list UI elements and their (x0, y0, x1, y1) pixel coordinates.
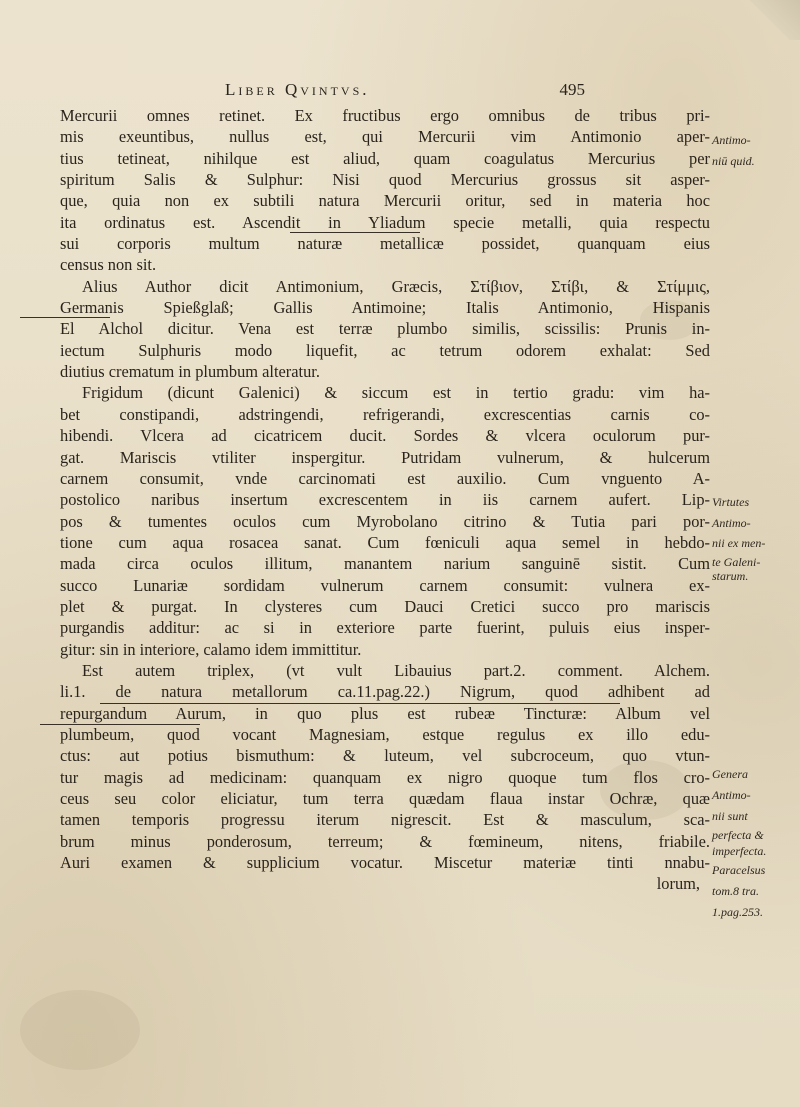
text-line: postolico naribus insertum excrescentem in iis carnem aufert. Lip- (60, 490, 710, 510)
text-line: pos & tumentes oculos cum Myrobolano citrino & Tutia pari por- (60, 511, 710, 531)
paper-stain (20, 990, 140, 1070)
text-line: diutius crematum in plumbum alteratur. (60, 362, 320, 382)
page-header (225, 80, 585, 104)
margin-note: Antimo- (712, 788, 751, 802)
margin-note: Genera (712, 767, 748, 781)
text-line: ita ordinatus est. Ascendit in Yliadum specie metalli, quia respectu (60, 212, 710, 232)
text-line: purgandis additur: ac si in exteriore parte fuerint, puluis eius insper- (60, 618, 710, 638)
text-line: lorum, (656, 874, 700, 894)
text-line: spiritum Salis & Sulphur: Nisi quod Mercurius grossus sit asper- (60, 170, 710, 190)
text-line: carnem consumit, vnde carcinomati est auxilio. Cum vnguento A- (60, 468, 710, 488)
ink-underline (290, 232, 420, 233)
text-line: mis exeuntibus, nullus est, qui Mercurii vim Antimonio aper- (60, 127, 710, 147)
text-line: tur magis ad medicinam: quanquam ex nigro quoque tum flos cro- (60, 767, 710, 787)
text-line: hibendi. Vlcera ad cicatricem ducit. Sordes & vlcera oculorum pur- (60, 426, 710, 446)
text-line: plet & purgat. In clysteres cum Dauci Cretici succo pro mariscis (60, 596, 710, 616)
text-line: Alius Author dicit Antimonium, Græcis, Στίβιον, Στίβι, & Στίμμις, (82, 276, 710, 296)
margin-note: Paracelsus (712, 863, 766, 877)
text-line: Mercurii omnes retinet. Ex fructibus ergo omnibus de tribus pri- (60, 106, 710, 125)
margin-note: nii sunt (712, 809, 748, 823)
text-line: succo Lunariæ sordidam vulnerum carnem consumit: vulnera ex- (60, 575, 710, 595)
text-line: que, quia non ex subtili natura Mercurii oritur, sed in materia hoc (60, 191, 710, 211)
text-line: tione cum aqua rosacea sanat. Cum fœniculi aqua semel in hebdo- (60, 532, 710, 552)
text-line: Germanis Spießglaß; Gallis Antimoine; Italis Antimonio, Hispanis (60, 298, 710, 318)
text-line: brum minus ponderosum, terreum; & fœmineum, nitens, friabile. (60, 831, 710, 851)
text-line: tius tetineat, nihilque est aliud, quam coagulatus Mercurius per (60, 148, 710, 168)
ink-underline (20, 317, 110, 318)
text-line: Est autem triplex, (vt vult Libauius part.2. comment. Alchem. (82, 660, 710, 680)
text-line: gat. Mariscis vtiliter inspergitur. Putridam vulnerum, & hulcerum (60, 447, 710, 467)
page-corner-fold (740, 0, 800, 40)
text-line: tamen temporis progressu iterum nigrescit. Est & masculum, sca- (60, 810, 710, 830)
ink-underline (40, 724, 200, 725)
text-line: iectum Sulphuris modo liquefit, ac tetrum odorem exhalat: Sed (60, 340, 710, 360)
text-line: bet constipandi, adstringendi, refrigerandi, excrescentias carnis co- (60, 404, 710, 424)
margin-note: te Galeni- (712, 555, 761, 569)
text-line: gitur: sin in interiore, calamo idem immittitur. (60, 639, 362, 659)
margin-note: 1.pag.253. (712, 905, 763, 919)
margin-note: tom.8 tra. (712, 884, 760, 898)
text-line: mada circa oculos illitum, manantem narium sanguinē sistit. Cum (60, 554, 710, 574)
margin-note: niū quid. (712, 154, 755, 168)
text-line: li.1. de natura metallorum ca.11.pag.22.) Nigrum, quod adhibent ad (60, 682, 710, 702)
body-text (60, 105, 710, 895)
running-head: Liber Qvintvs. (225, 80, 370, 99)
text-line: repurgandum Aurum, in quo plus est rubeæ Tincturæ: Album vel (60, 703, 710, 723)
margin-note: Virtutes (712, 495, 750, 509)
page-number: 495 (559, 80, 585, 99)
margin-note: perfecta & (712, 828, 764, 842)
ink-underline (100, 703, 620, 704)
margin-note: Antimo- (712, 133, 751, 147)
text-line: plumbeum, quod vocant Magnesiam, estque regulus ex illo edu- (60, 724, 710, 744)
text-line: ctus: aut potius bismuthum: & luteum, vel subcroceum, quo vtun- (60, 746, 710, 766)
text-line: census non sit. (60, 255, 157, 275)
text-line: Auri examen & supplicium vocatur. Miscetur materiæ tinti nnabu- (60, 853, 710, 873)
margin-note: Antimo- (712, 516, 751, 530)
text-line: sui corporis multum naturæ metallicæ possidet, quanquam eius (60, 234, 710, 254)
margin-note: nii ex men- (712, 536, 766, 550)
margin-note: starum. (712, 569, 749, 583)
text-line: ceus seu color eliciatur, tum terra quædam flaua instar Ochræ, quæ (60, 789, 710, 808)
text-line: Frigidum (dicunt Galenici) & siccum est in tertio gradu: vim ha- (82, 383, 710, 403)
margin-note: imperfecta. (712, 844, 767, 858)
text-line: El Alchol dicitur. Vena est terræ plumbo similis, scissilis: Prunis in- (60, 319, 710, 339)
